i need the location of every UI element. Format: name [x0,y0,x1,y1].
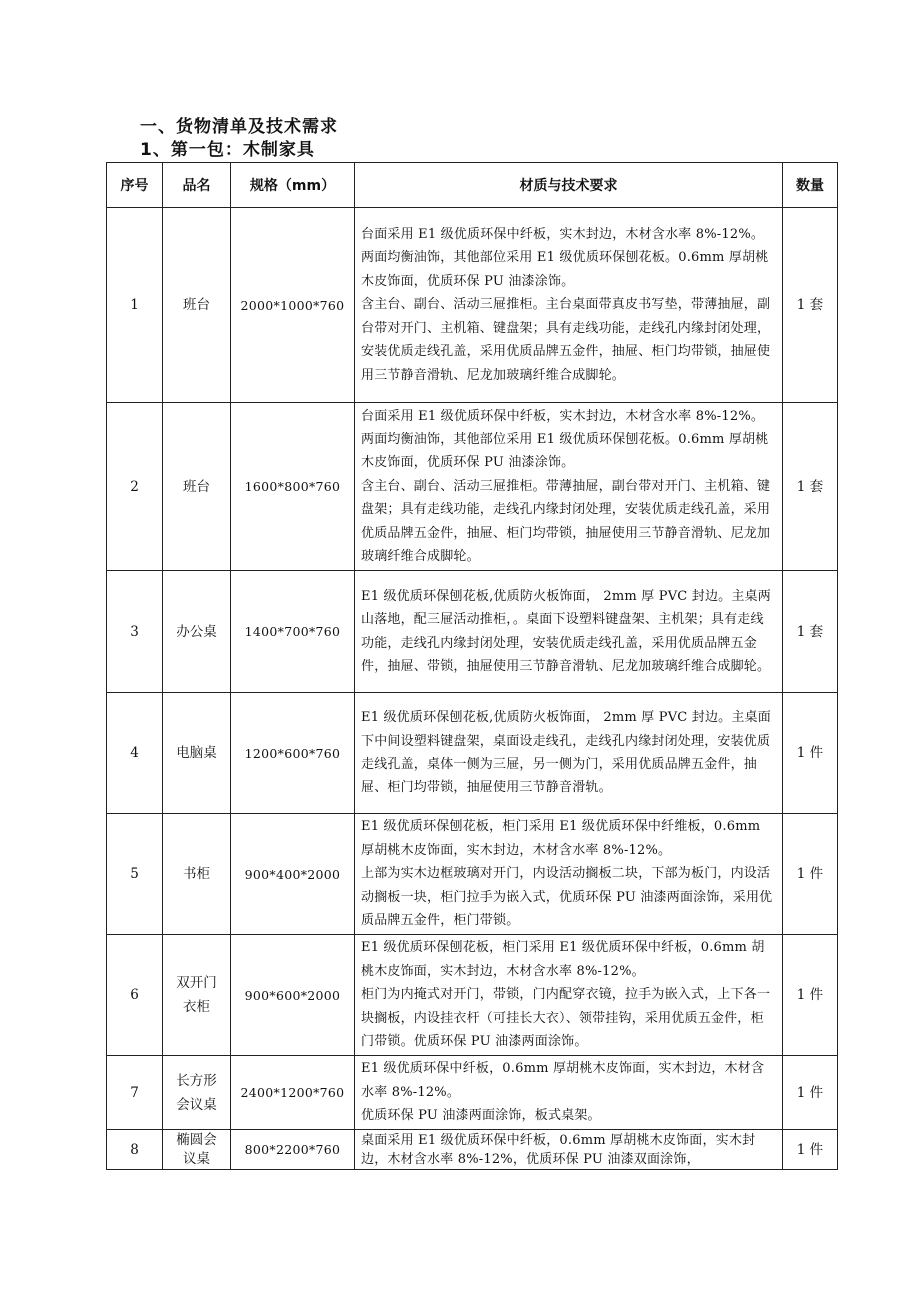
table-row [107,1130,838,1170]
item-name-line: 议桌 [183,1150,210,1167]
item-requirements [355,935,783,1056]
item-quantity: 1 件 [783,935,838,1056]
requirement-paragraph: E1 级优质环保中纤板，0.6mm 厚胡桃木皮饰面，实木封边，木材含水率 8%-12%。 [361,1061,765,1100]
row-number: 4 [107,693,163,814]
row-number: 6 [107,935,163,1056]
table-row [107,403,838,571]
requirement-paragraph: 上部为实木边框玻璃对开门，内设活动搁板二块，下部为板门，内设活动搁板一块，柜门拉手为嵌入式，优质环保 PU 油漆两面涂饰，采用优质品牌五金件，柜门带锁。 [361,866,773,929]
item-name-line: 长方形 [176,1072,217,1089]
table-row [107,693,838,814]
requirement-paragraph: 含主台、副台、活动三屉推柜。带薄抽屉，副台带对开门、主机箱、键盘架；具有走线功能，走线孔内缘封闭处理，安装优质走线孔盖，采用优质品牌五金件，抽屉、柜门均带锁，抽屉使用三节静音滑轨、尼龙加玻璃纤维合成脚轮。 [361,478,771,565]
item-requirements [355,693,783,814]
requirement-paragraph: E1 级优质环保刨花板,优质防火板饰面， 2mm 厚 PVC 封边。主桌面下中间设塑料键盘架，桌面设走线孔，走线孔内缘封闭处理，安装优质走线孔盖，桌体一侧为三屉，另一侧为门，采用优质品牌五金件，抽屉、柜门均带锁，抽屉使用三节静音滑轨。 [361,710,771,796]
item-quantity: 1 件 [783,1130,838,1170]
item-quantity: 1 件 [783,693,838,814]
requirement-paragraph: 优质环保 PU 油漆两面涂饰，板式桌架。 [361,1108,601,1124]
row-number: 5 [107,814,163,935]
item-requirements [355,208,783,403]
item-quantity: 1 套 [783,403,838,571]
item-quantity: 1 套 [783,571,838,693]
table-row [107,935,838,1056]
item-name-line: 双开门 [176,975,217,991]
item-name [163,208,231,403]
item-name [163,693,231,814]
subsection-heading: 1、第一包：木制家具 [140,140,315,160]
item-name-line: 会议桌 [176,1096,217,1113]
column-header-no: 序号 [107,163,163,208]
item-quantity: 1 件 [783,1056,838,1130]
requirement-paragraph: 含主台、副台、活动三屉推柜。主台桌面带真皮书写垫，带薄抽屉，副台带对开门、主机箱、键盘架；具有走线功能，走线孔内缘封闭处理，安装优质走线孔盖，采用优质品牌五金件，抽屉、柜门均带锁，抽屉使用三节静音滑轨、尼龙加玻璃纤维合成脚轮。 [361,297,771,383]
item-quantity: 1 套 [783,208,838,403]
item-spec: 800*2200*760 [231,1130,355,1170]
item-name-line: 班台 [183,297,210,313]
item-spec: 2000*1000*760 [231,208,355,403]
column-header-quantity: 数量 [783,163,838,208]
table-row [107,208,838,403]
item-spec: 1400*700*760 [231,571,355,693]
item-spec: 1200*600*760 [231,693,355,814]
section-heading: 一、货物清单及技术需求 [140,117,338,137]
item-quantity: 1 件 [783,814,838,935]
item-spec: 900*400*2000 [231,814,355,935]
item-name-line: 办公桌 [176,623,217,640]
item-name-line: 衣柜 [183,999,210,1015]
row-number: 7 [107,1056,163,1130]
goods-table [106,162,838,1170]
column-header-name: 品名 [163,163,231,208]
table-row [107,571,838,693]
item-spec: 1600*800*760 [231,403,355,571]
item-name [163,1130,231,1170]
item-requirements [355,1130,783,1170]
requirement-paragraph: 台面采用 E1 级优质环保中纤板，实木封边，木材含水率 8%-12%。两面均衡油饰，其他部位采用 E1 级优质环保刨花板。0.6mm 厚胡桃木皮饰面，优质环保 PU 油漆涂饰。 [361,408,769,471]
requirement-paragraph: 桌面采用 E1 级优质环保中纤板，0.6mm 厚胡桃木皮饰面，实木封边，木材含水率 8%-12%，优质环保 PU 油漆双面涂饰， [361,1132,756,1167]
item-name-line: 椭圆会 [176,1131,217,1148]
item-requirements [355,403,783,571]
item-name-line: 班台 [183,478,210,495]
requirement-paragraph: 柜门为内掩式对开门，带锁，门内配穿衣镜，拉手为嵌入式，上下各一块搁板，内设挂衣杆（可挂长大衣）、领带挂钩，采用优质五金件，柜门带锁。优质环保 PU 油漆两面涂饰。 [361,987,771,1050]
requirement-paragraph: 台面采用 E1 级优质环保中纤板，实木封边，木材含水率 8%-12%。两面均衡油饰，其他部位采用 E1 级优质环保刨花板。0.6mm 厚胡桃木皮饰面，优质环保 PU 油漆涂饰。 [361,227,769,289]
row-number: 1 [107,208,163,403]
item-name [163,571,231,693]
item-name [163,814,231,935]
requirement-paragraph: E1 级优质环保刨花板，柜门采用 E1 级优质环保中纤维板，0.6mm 厚胡桃木皮饰面，实木封边，木材含水率 8%-12%。 [361,819,761,858]
table-header-row [107,163,838,208]
table-row [107,1056,838,1130]
row-number: 8 [107,1130,163,1170]
item-requirements [355,571,783,693]
item-requirements [355,814,783,935]
row-number: 2 [107,403,163,571]
requirement-paragraph: E1 级优质环保刨花板,优质防火板饰面， 2mm 厚 PVC 封边。主桌两山落地，配三屉活动推柜，。桌面下设塑料键盘架、主机架；具有走线功能，走线孔内缘封闭处理，安装优质走线孔盖，采用优质品牌五金件，抽屉、带锁，抽屉使用三节静音滑轨、尼龙加玻璃纤维合成脚轮。 [361,588,771,674]
column-header-requirements: 材质与技术要求 [355,163,783,208]
item-spec: 2400*1200*760 [231,1056,355,1130]
item-requirements [355,1056,783,1130]
item-spec: 900*600*2000 [231,935,355,1056]
item-name-line: 电脑桌 [176,745,217,761]
requirement-paragraph: E1 级优质环保刨花板，柜门采用 E1 级优质环保中纤板，0.6mm 胡桃木皮饰面，实木封边，木材含水率 8%-12%。 [361,940,765,979]
column-header-spec: 规格（mm） [231,163,355,208]
item-name [163,935,231,1056]
row-number: 3 [107,571,163,693]
item-name-line: 书柜 [183,866,210,882]
item-name [163,403,231,571]
item-name [163,1056,231,1130]
table-row [107,814,838,935]
